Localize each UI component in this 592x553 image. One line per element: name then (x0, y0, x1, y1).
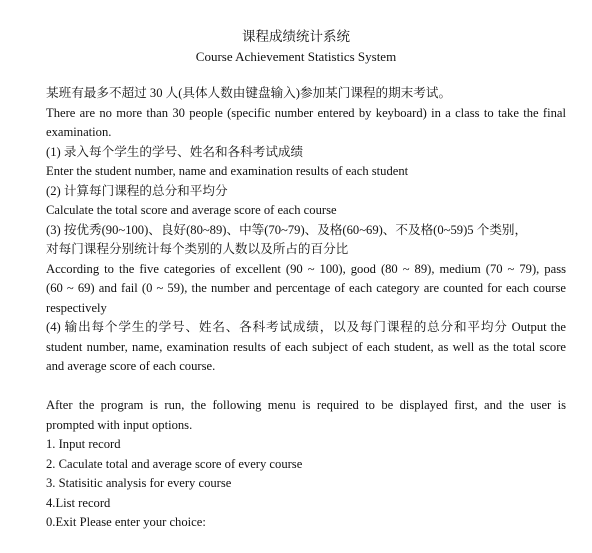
menu-intro-line-1: After the program is run, the following menu is required to be displayed first, and the user is (46, 398, 566, 412)
requirement-3-chinese-line-2: 对每门课程分别统计每个类别的人数以及所占的百分比 (46, 242, 349, 256)
intro-english-line-2: examination. (46, 125, 112, 139)
menu-item-statistic-analysis: 3. Statisitic analysis for every course (46, 476, 232, 490)
requirement-1-english: Enter the student number, name and examination results of each student (46, 164, 409, 178)
document-title-chinese: 课程成绩统计系统 (242, 29, 350, 45)
requirement-3-chinese-line-1: (3) 按优秀(90~100)、良好(80~89)、中等(70~79)、及格(60~69)、不及格(0~59)5 个类别， (46, 222, 528, 237)
requirement-4-line-3: and average score of each course. (46, 359, 216, 373)
menu-item-input-record: 1. Input record (46, 437, 121, 451)
paragraph-gap (46, 377, 566, 397)
menu-item-exit-prompt: 0.Exit Please enter your choice: (46, 515, 206, 529)
requirement-3-english-line-1: According to the five categories of excellent (90 ~ 100), good (80 ~ 89), medium (70 ~ 79), pass (46, 261, 566, 276)
menu-item-calculate-scores: 2. Caculate total and average score of every course (46, 456, 303, 471)
requirement-1-chinese: (1) 录入每个学生的学号、姓名和各科考试成绩 (46, 144, 304, 159)
requirement-2-english: Calculate the total score and average score of each course (46, 203, 337, 217)
requirement-3-english-line-3: respectively (46, 300, 107, 315)
requirement-3-english-line-2: (60 ~ 69) and fail (0 ~ 59), the number and percentage of each category are counted for each course (46, 281, 566, 295)
requirement-4-line-1: (4) 输出每个学生的学号、姓名、各科考试成绩，以及每门课程的总分和平均分 Output the (46, 320, 566, 334)
intro-chinese: 某班有最多不超过 30 人(具体人数由键盘输入)参加某门课程的期末考试。 (46, 86, 452, 100)
requirement-4-line-2: student number, name, examination results of each subject of each student, as well as the total score (46, 339, 566, 354)
document-title-english: Course Achievement Statistics System (195, 49, 397, 64)
menu-intro-line-2: prompted with input options. (46, 417, 193, 432)
document-body (46, 84, 566, 533)
intro-english-line-1: There are no more than 30 people (specific number entered by keyboard) in a class to take the final (46, 105, 566, 120)
requirement-2-chinese: (2) 计算每门课程的总分和平均分 (46, 183, 228, 198)
menu-item-list-record: 4.List record (46, 495, 111, 510)
